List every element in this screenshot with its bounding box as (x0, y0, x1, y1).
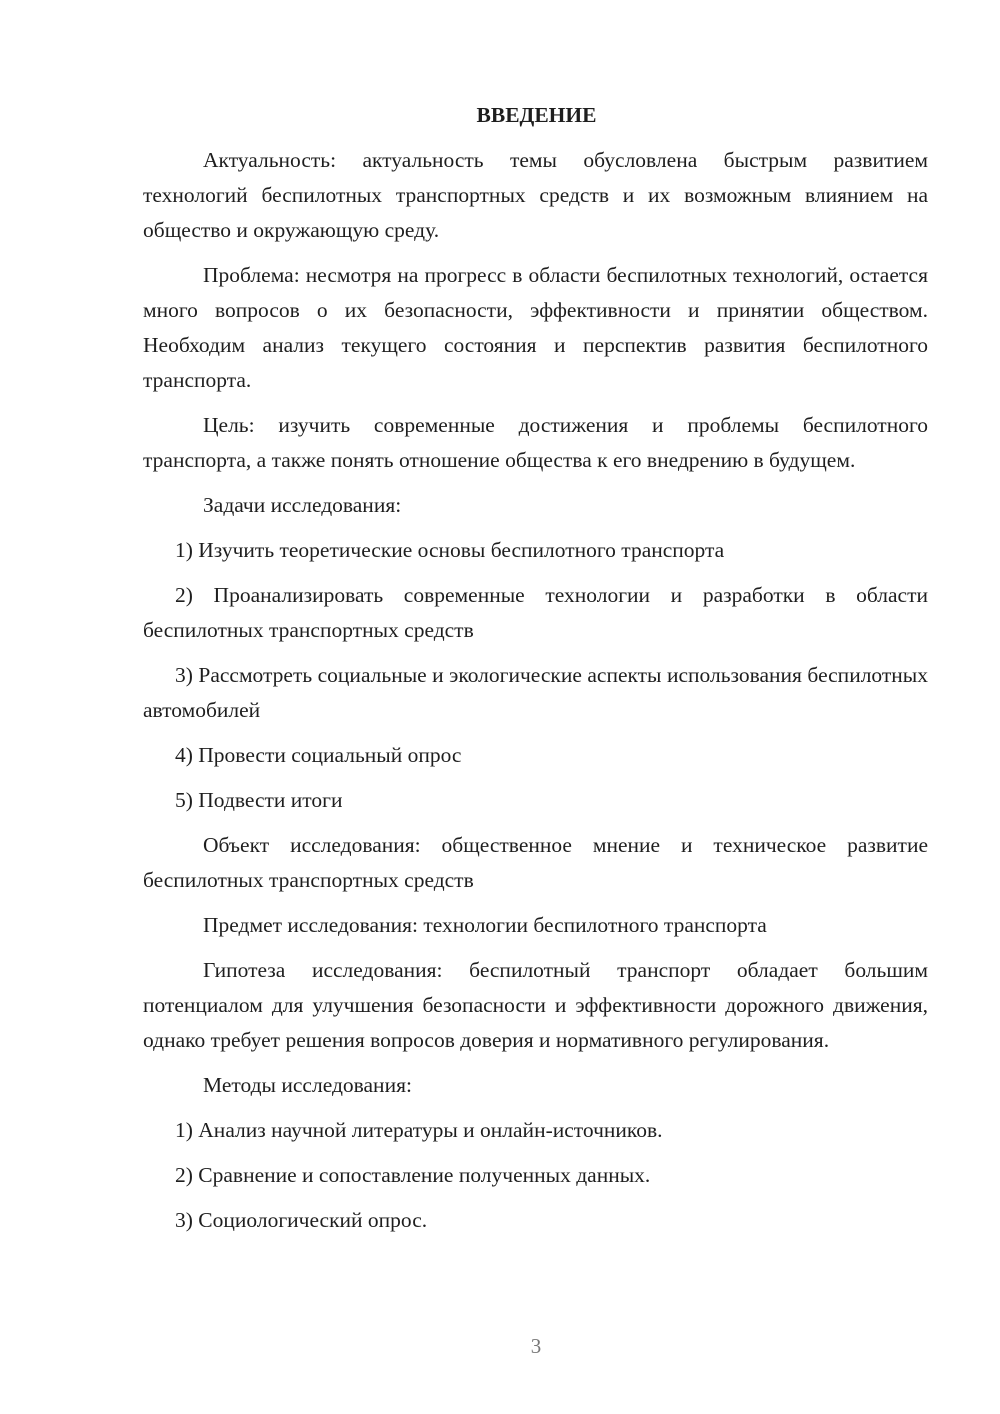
task-item: 4) Провести социальный опрос (175, 743, 462, 767)
problem-paragraph: Проблема: несмотря на прогресс в области беспилотных технологий, остается много вопросов о их безопасности, эффективности и принятии обществом. Необходим анализ текущего состояния и перспектив развития беспилотного транспорта. (143, 263, 928, 392)
goal-paragraph: Цель: изучить современные достижения и проблемы беспилотного транспорта, а также понять отношение общества к его внедрению в будущем. (143, 413, 928, 472)
method-item: 1) Анализ научной литературы и онлайн-источников. (175, 1118, 663, 1142)
research-subject-paragraph: Предмет исследования: технологии беспилотного транспорта (203, 913, 767, 937)
page-number: 3 (530, 1334, 542, 1358)
method-item: 3) Социологический опрос. (175, 1208, 428, 1232)
relevance-paragraph: Актуальность: актуальность темы обусловлена быстрым развитием технологий беспилотных транспортных средств и их возможным влиянием на общество и окружающую среду. (143, 148, 928, 242)
task-item: 3) Рассмотреть социальные и экологические аспекты использования беспилотных автомобилей (143, 663, 928, 722)
task-item: 5) Подвести итоги (175, 788, 343, 812)
method-item: 2) Сравнение и сопоставление полученных данных. (175, 1163, 651, 1187)
research-object-paragraph: Объект исследования: общественное мнение и техническое развитие беспилотных транспортных средств (143, 833, 928, 892)
section-heading: ВВЕДЕНИЕ (476, 103, 597, 127)
tasks-title: Задачи исследования: (203, 493, 402, 517)
task-item: 2) Проанализировать современные технологии и разработки в области беспилотных транспортных средств (143, 583, 928, 642)
document-page (143, 98, 928, 1248)
methods-title: Методы исследования: (203, 1073, 412, 1097)
task-item: 1) Изучить теоретические основы беспилотного транспорта (175, 538, 725, 562)
hypothesis-paragraph: Гипотеза исследования: беспилотный транспорт обладает большим потенциалом для улучшения безопасности и эффективности дорожного движения, однако требует решения вопросов доверия и нормативного регулирования. (143, 958, 928, 1052)
